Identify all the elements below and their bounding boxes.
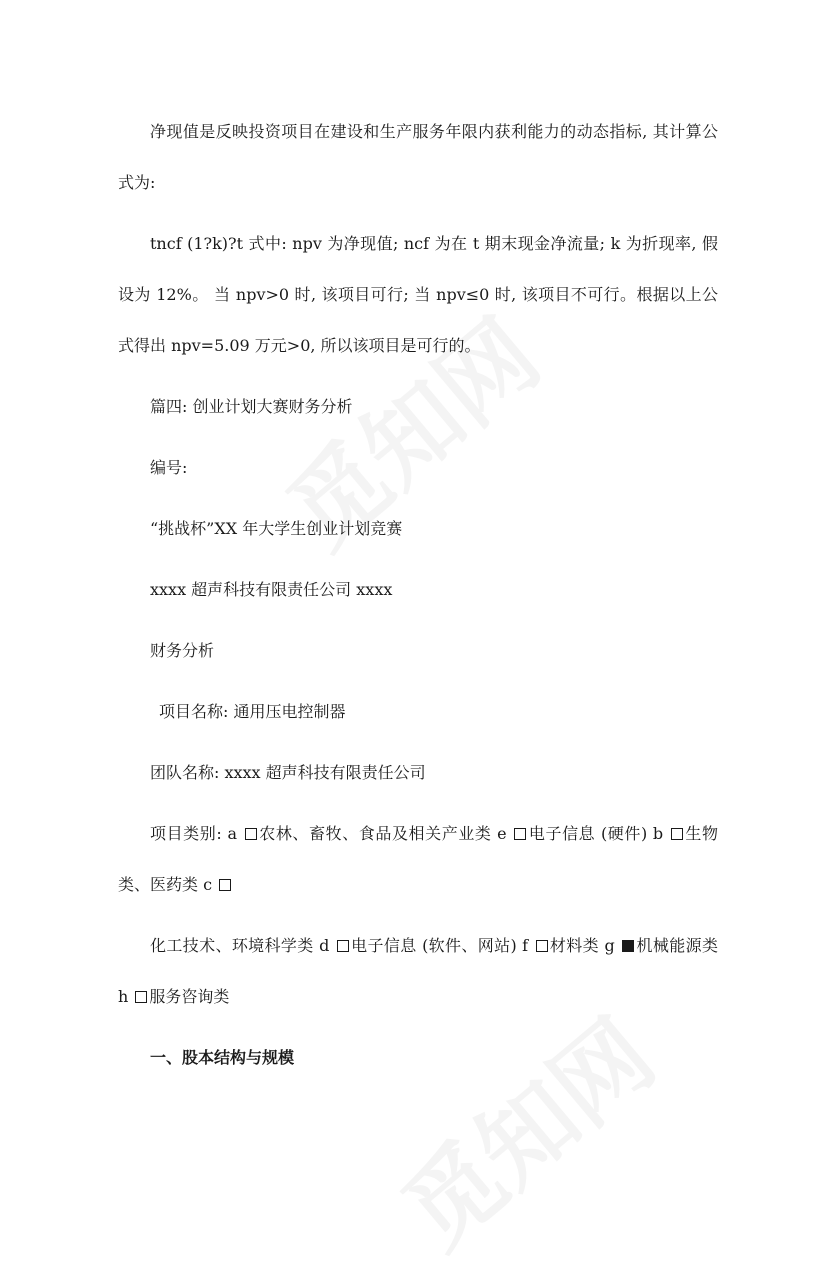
- paragraph-financial-analysis: 财务分析: [150, 641, 215, 660]
- section-heading-equity-structure: 一、股本结构与规模: [150, 1048, 295, 1067]
- document-body: [118, 106, 718, 1099]
- section-title-part-four: 篇四: 创业计划大赛财务分析: [150, 397, 353, 416]
- checkbox-empty-icon[interactable]: [219, 879, 231, 891]
- checkbox-empty-icon[interactable]: [536, 940, 548, 952]
- category-option: 服务咨询类: [149, 987, 230, 1006]
- paragraph-project-category-line1: [118, 808, 718, 910]
- category-option: 电子信息 (软件、网站) f: [350, 936, 534, 955]
- paragraph-npv-definition: 净现值是反映投资项目在建设和生产服务年限内获利能力的动态指标, 其计算公式为:: [118, 122, 718, 192]
- category-option: a: [227, 824, 243, 843]
- paragraph-serial-number: 编号:: [150, 458, 188, 477]
- paragraph-project-category-line2: [118, 920, 718, 1022]
- checkbox-filled-icon[interactable]: [622, 940, 634, 952]
- category-option: 化工技术、环境科学类 d: [150, 936, 335, 955]
- paragraph-npv-formula: tncf (1?k)?t 式中: npv 为净现值; ncf 为在 t 期末现金净流量; k 为折现率, 假设为 12%。 当 npv>0 时, 该项目可行; 当 npv≤0 时, 该项目不可行。根据以上公式得出 npv=5.09 万元>0, 所以该项目是可行的。: [118, 234, 718, 355]
- checkbox-empty-icon[interactable]: [514, 828, 526, 840]
- checkbox-empty-icon[interactable]: [671, 828, 683, 840]
- paragraph-team-name: 团队名称: xxxx 超声科技有限责任公司: [150, 763, 426, 782]
- checkbox-empty-icon[interactable]: [337, 940, 349, 952]
- checkbox-empty-icon[interactable]: [135, 991, 147, 1003]
- category-label: 项目类别:: [150, 824, 228, 843]
- paragraph-project-name: 项目名称: 通用压电控制器: [159, 702, 346, 721]
- category-option: 生物类、医药类 c: [118, 824, 718, 894]
- checkbox-empty-icon[interactable]: [245, 828, 257, 840]
- paragraph-company-name: xxxx 超声科技有限责任公司 xxxx: [150, 580, 393, 599]
- paragraph-competition-name: “挑战杯”XX 年大学生创业计划竞赛: [150, 519, 403, 538]
- category-option: 农林、畜牧、食品及相关产业类 e: [258, 824, 513, 843]
- category-option: 电子信息 (硬件) b: [528, 824, 669, 843]
- category-option: 材料类 g: [549, 936, 621, 955]
- category-option: 机械能源类 h: [118, 936, 718, 1006]
